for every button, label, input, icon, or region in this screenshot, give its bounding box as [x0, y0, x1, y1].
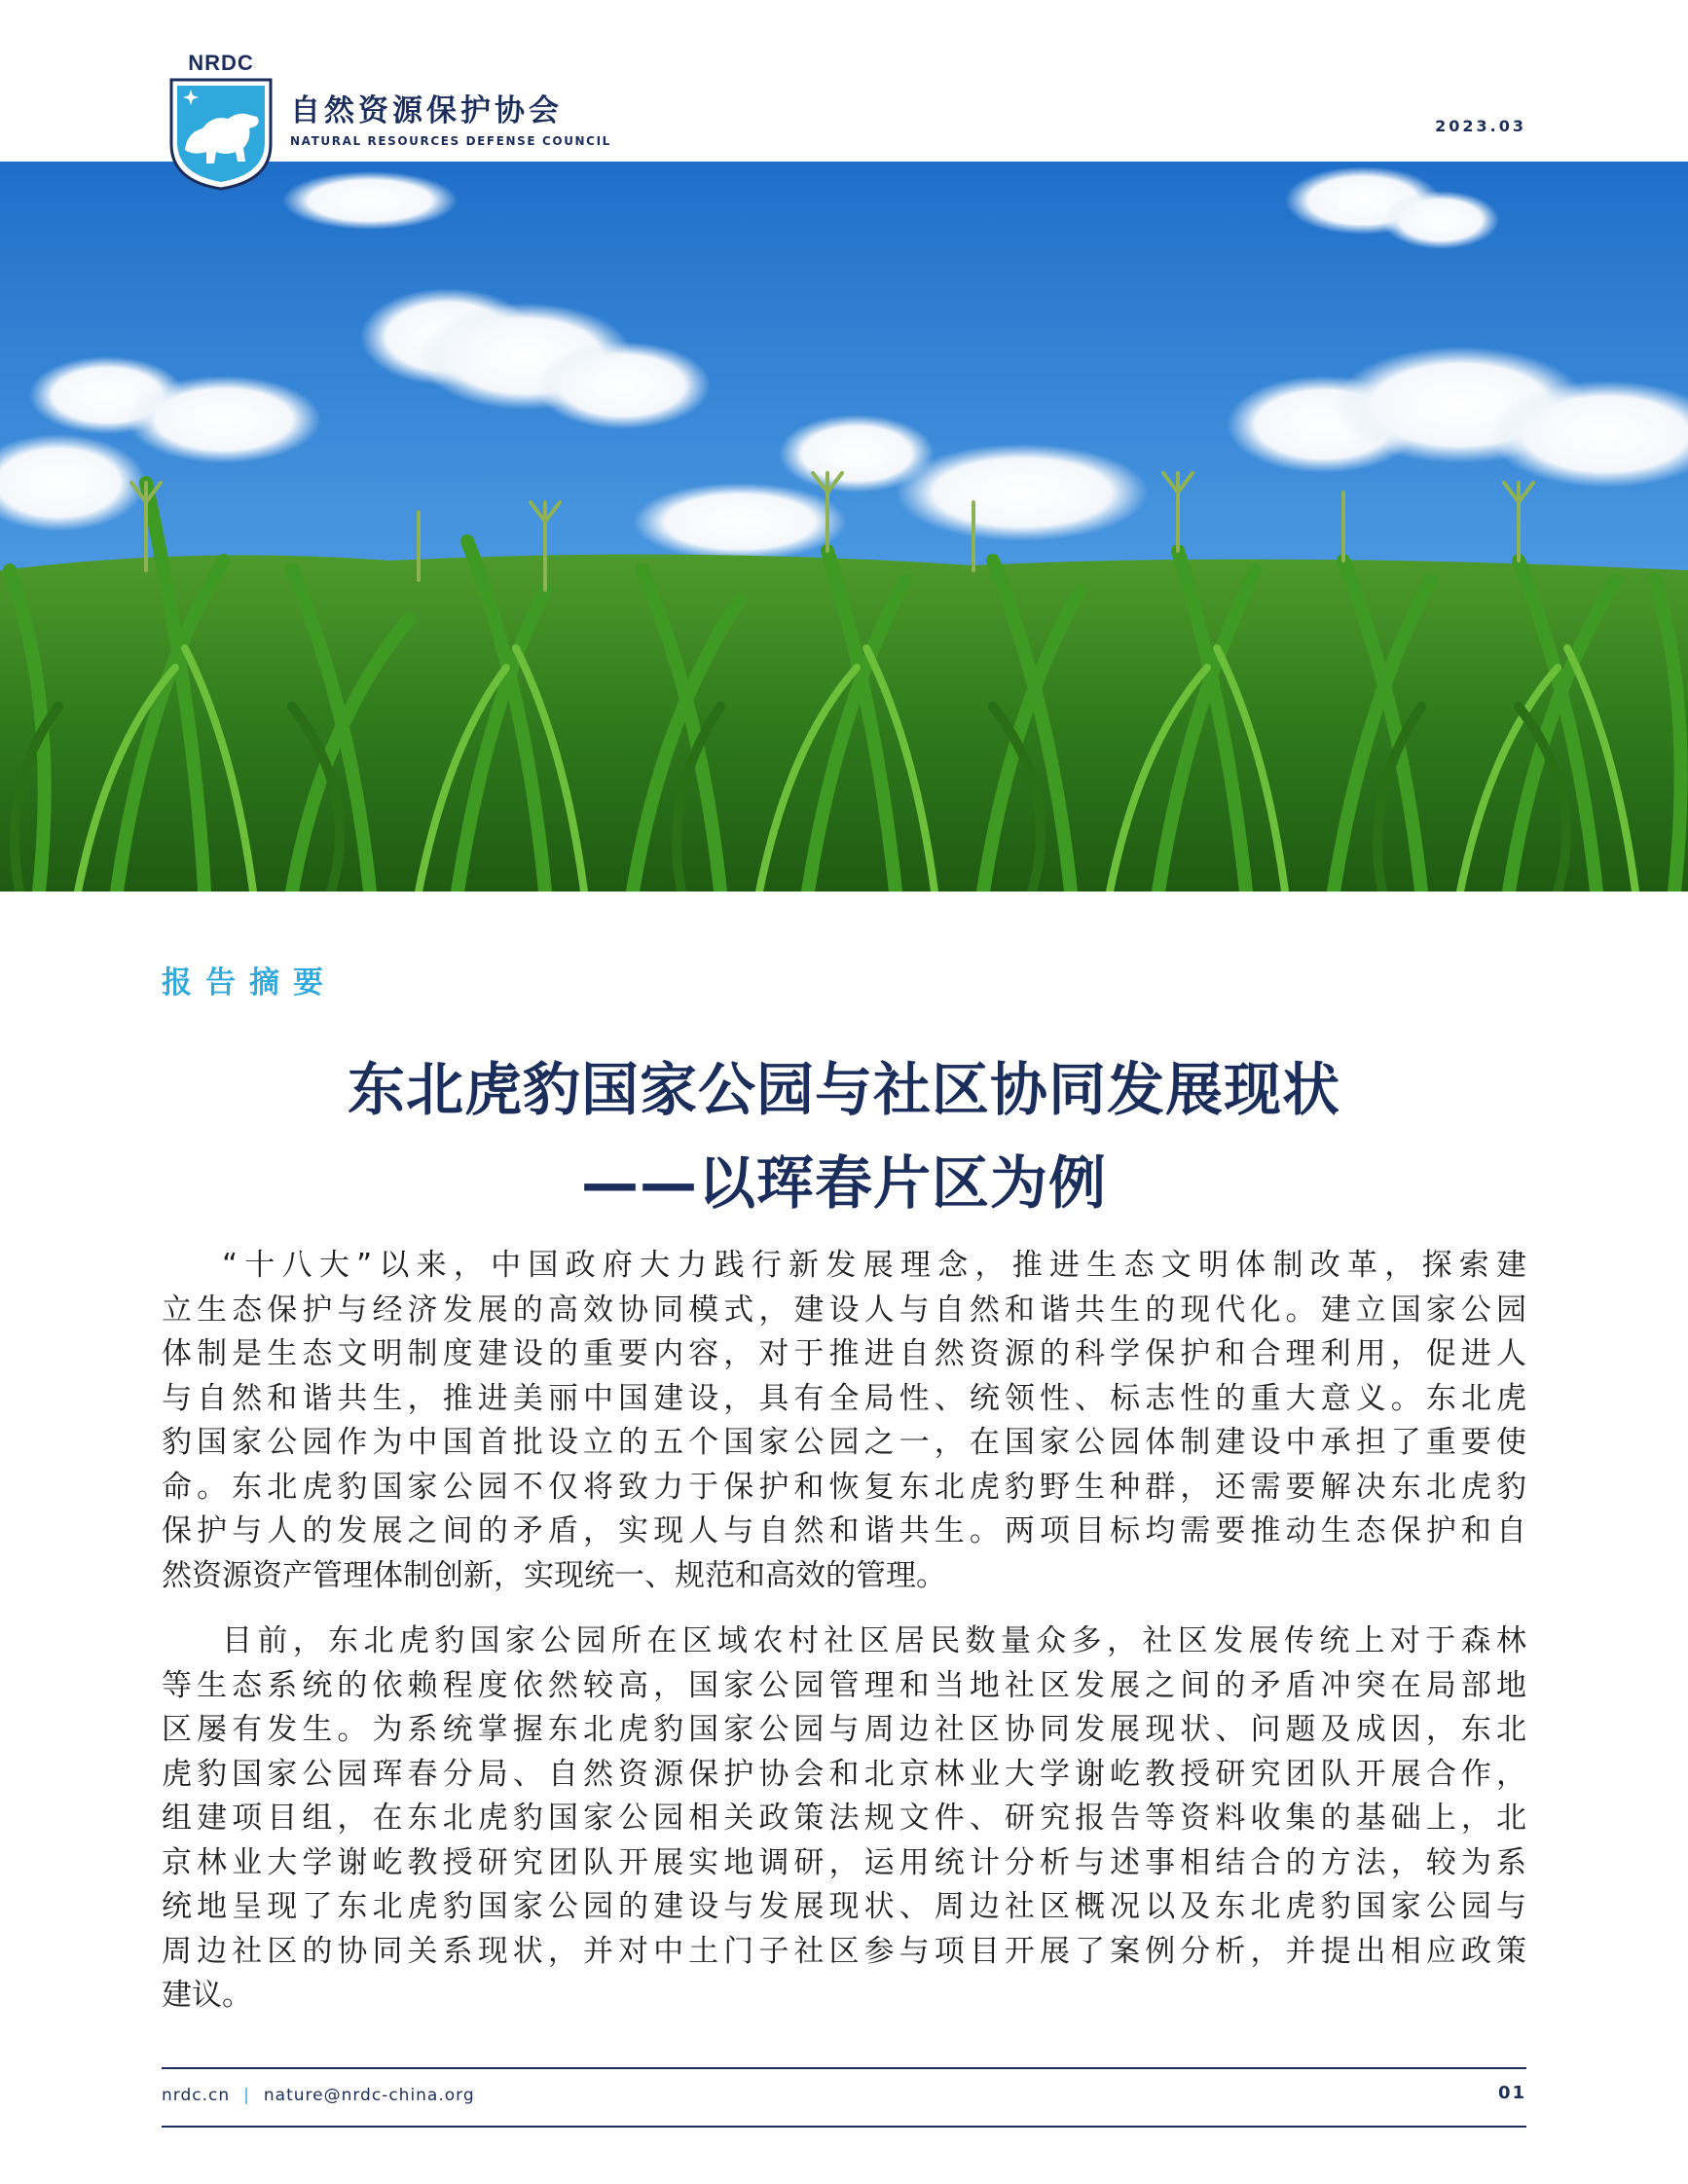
summary-paragraph-1: [162, 1244, 1526, 1598]
paragraph-line: 体制是生态文明制度建设的重要内容，对于推进自然资源的科学保护和合理利用，促进人: [162, 1336, 1526, 1371]
summary-paragraph-2: [162, 1620, 1526, 2019]
org-name-chinese: 自然资源保护协会: [290, 93, 563, 128]
summary-body: [162, 1244, 1526, 2040]
org-name-english: NATURAL RESOURCES DEFENSE COUNCIL: [290, 134, 611, 148]
paragraph-line: 组建项目组，在东北虎豹国家公园相关政策法规文件、研究报告等资料收集的基础上，北: [162, 1801, 1526, 1836]
paragraph-line: 等生态系统的依赖程度依然较高，国家公园管理和当地社区发展之间的矛盾冲突在局部地: [162, 1667, 1526, 1703]
paragraph-line: “十八大”以来，中国政府大力践行新发展理念，推进生态文明体制改革，探索建: [222, 1248, 1526, 1283]
hero-cornfield-photo: [0, 162, 1688, 892]
footer-divider-top: [162, 2067, 1526, 2069]
report-title-line2: ——以珲春片区为例: [580, 1149, 1107, 1217]
nrdc-logo: [164, 47, 278, 191]
paragraph-line: 目前，东北虎豹国家公园所在区域农村社区居民数量众多，社区发展传统上对于森林: [222, 1623, 1526, 1658]
paragraph-line: 豹国家公园作为中国首批设立的五个国家公园之一，在国家公园体制建设中承担了重要使: [162, 1425, 1526, 1460]
paragraph-line: 建议。: [162, 1978, 252, 2013]
footer-separator: |: [243, 2086, 250, 2105]
paragraph-line: 区屡有发生。为系统掌握东北虎豹国家公园与周边社区协同发展现状、问题及成因，东北: [162, 1712, 1526, 1747]
footer-website-link[interactable]: nrdc.cn: [162, 2086, 231, 2105]
cornfield-photo-icon: [0, 162, 1688, 892]
report-date: 2023.03: [1435, 117, 1526, 135]
paragraph-line: 然资源资产管理体制创新，实现统一、规范和高效的管理。: [162, 1557, 946, 1593]
paragraph-line: 统地呈现了东北虎豹国家公园的建设与发展现状、周边社区概况以及东北虎豹国家公园与: [162, 1889, 1526, 1924]
paragraph-line: 京林业大学谢屹教授研究团队开展实地调研，运用统计分析与述事相结合的方法，较为系: [162, 1844, 1526, 1880]
org-name-block: [290, 93, 611, 148]
paragraph-line: 虎豹国家公园珲春分局、自然资源保护协会和北京林业大学谢屹教授研究团队开展合作，: [162, 1756, 1526, 1792]
paragraph-line: 与自然和谐共生，推进美丽中国建设，具有全局性、统领性、标志性的重大意义。东北虎: [162, 1380, 1526, 1416]
footer-email-link[interactable]: nature@nrdc-china.org: [263, 2086, 475, 2105]
polar-bear-shield-icon: [164, 47, 278, 191]
paragraph-line: 周边社区的协同关系现状，并对中土门子社区参与项目开展了案例分析，并提出相应政策: [162, 1933, 1526, 1969]
page-number: 01: [1497, 2083, 1526, 2103]
footer-contact: [162, 2086, 475, 2105]
logo-nrdc-text: NRDC: [188, 51, 254, 75]
paragraph-line: 命。东北虎豹国家公园不仅将致力于保护和恢复东北虎豹野生种群，还需要解决东北虎豹: [162, 1469, 1526, 1505]
paragraph-line: 立生态保护与经济发展的高效协同模式，建设人与自然和谐共生的现代化。建立国家公园: [162, 1292, 1526, 1328]
section-label: 报告摘要: [162, 965, 337, 1001]
report-title-line1: 东北虎豹国家公园与社区协同发展现状: [347, 1056, 1340, 1123]
paragraph-line: 保护与人的发展之间的矛盾，实现人与自然和谐共生。两项目标均需要推动生态保护和自: [162, 1513, 1526, 1548]
footer-divider-bottom: [162, 2126, 1526, 2128]
